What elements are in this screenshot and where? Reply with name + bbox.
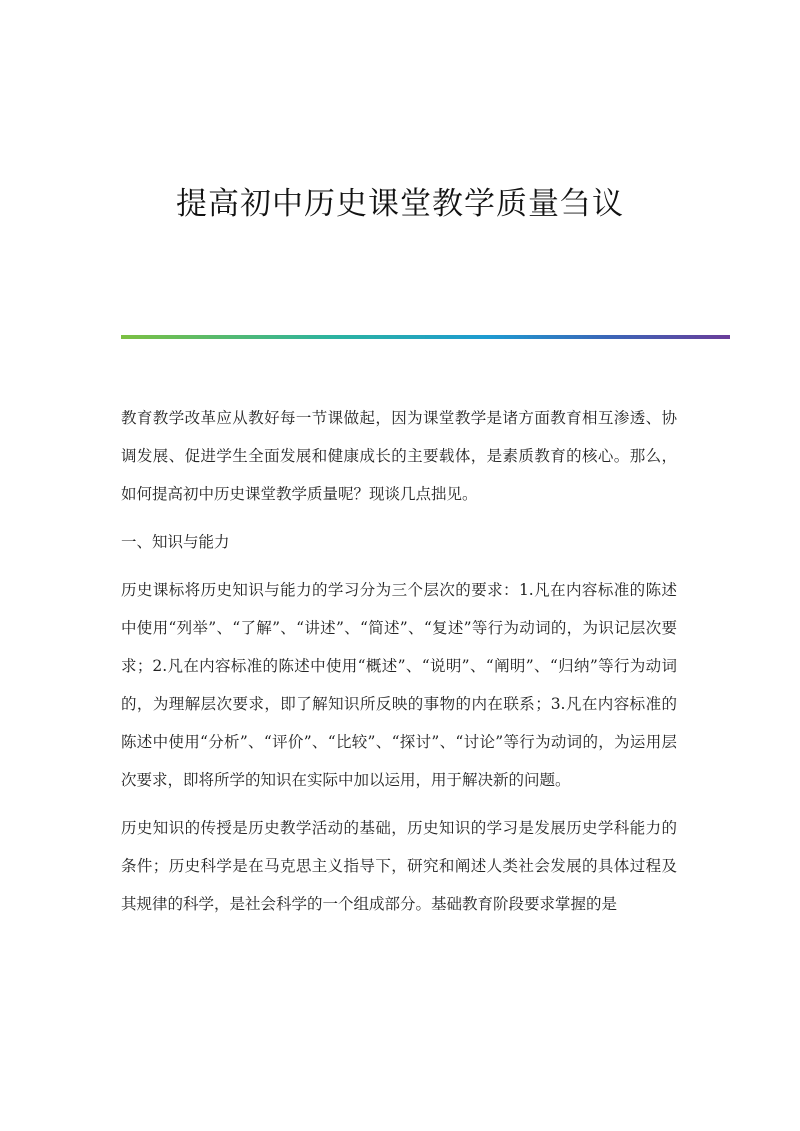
document-body (121, 399, 677, 933)
paragraph-requirements: 历史课标将历史知识与能力的学习分为三个层次的要求：1.凡在内容标准的陈述中使用“列举”、“了解”、“讲述”、“简述”、“复述”等行为动词的，为识记层次要求；2.凡在内容标准的陈述中使用“概述”、“说明”、“阐明”、“归纳”等行为动词的，为理解层次要求，即了解知识所反映的事物的内在联系；3.凡在内容标准的陈述中使用“分析”、“评价”、“比较”、“探讨”、“讨论”等行为动词的，为运用层次要求，即将所学的知识在实际中加以运用，用于解决新的问题。 (121, 581, 677, 789)
section-heading: 一、知识与能力 (121, 533, 230, 551)
paragraph-knowledge: 历史知识的传授是历史教学活动的基础，历史知识的学习是发展历史学科能力的条件；历史科学是在马克思主义指导下，研究和阐述人类社会发展的具体过程及其规律的科学，是社会科学的一个组成部分。基础教育阶段要求掌握的是 (121, 819, 677, 913)
paragraph-intro: 教育教学改革应从教好每一节课做起，因为课堂教学是诸方面教育相互渗透、协调发展、促进学生全面发展和健康成长的主要载体，是素质教育的核心。那么，如何提高初中历史课堂教学质量呢？现谈几点拙见。 (121, 409, 677, 503)
gradient-divider (121, 335, 730, 339)
document-title: 提高初中历史课堂教学质量刍议 (176, 186, 624, 222)
